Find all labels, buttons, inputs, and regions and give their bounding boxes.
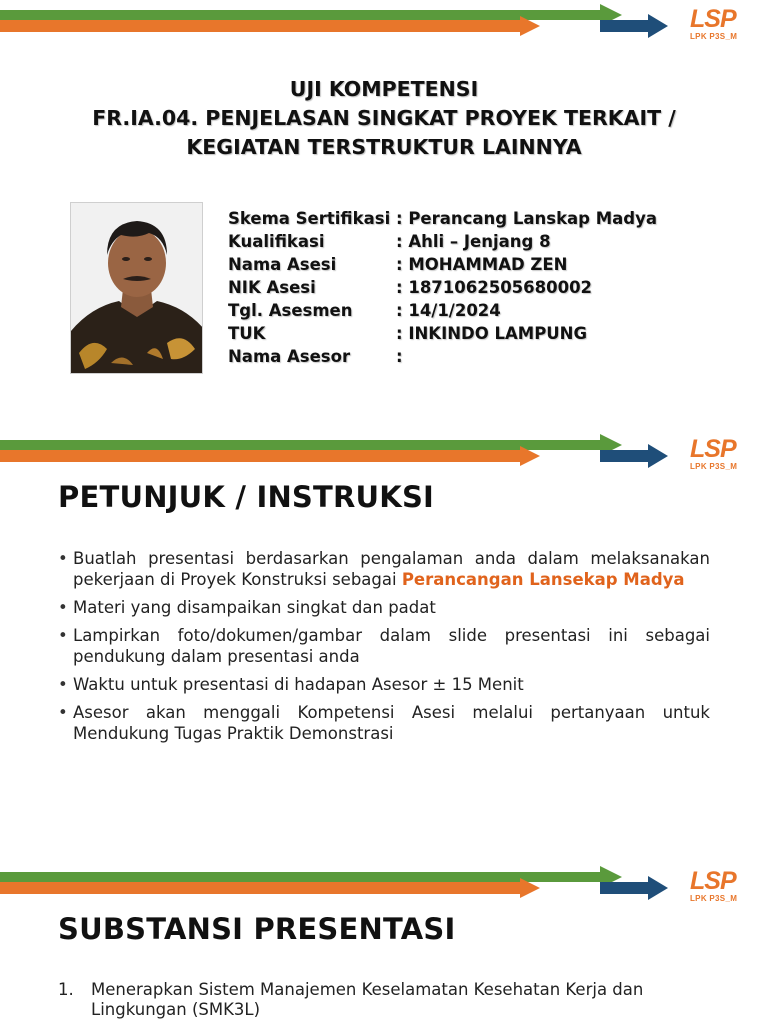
info-label: Nama Asesi — [228, 255, 337, 274]
bullet-text: Buatlah presentasi berdasarkan pengalaman anda dalam melaksanakan pekerjaan di Proyek Konstruksi sebagai — [73, 549, 710, 589]
title-line: FR.IA.04. PENJELASAN SINGKAT PROYEK TERKAIT / — [92, 106, 676, 130]
slide-cover — [0, 0, 768, 420]
info-value: : MOHAMMAD ZEN — [396, 255, 568, 274]
info-row — [228, 322, 657, 345]
info-value: : INKINDO LAMPUNG — [396, 324, 588, 343]
info-row — [228, 276, 657, 299]
item-text: Menerapkan Sistem Manajemen Keselamatan Kesehatan Kerja dan Lingkungan (SMK3L) — [91, 980, 644, 1019]
info-label: Kualifikasi — [228, 232, 325, 251]
highlight-text: Perancangan Lansekap Madya — [401, 570, 685, 589]
info-label: Tgl. Asesmen — [228, 301, 353, 320]
info-value: : 1871062505680002 — [396, 278, 593, 297]
logo-subtitle: LPK P3S_M — [690, 32, 738, 41]
logo-mark: LSP — [690, 867, 736, 895]
info-row — [228, 253, 657, 276]
logo-subtitle: LPK P3S_M — [690, 894, 738, 903]
info-value: : 14/1/2024 — [396, 301, 501, 320]
list-item — [58, 980, 710, 1020]
info-value: : — [396, 347, 403, 366]
info-label: Nama Asesor — [228, 347, 351, 366]
cover-title — [0, 75, 768, 162]
list-item — [58, 548, 710, 590]
instruction-list — [58, 548, 710, 751]
logo-mark: LSP — [690, 5, 736, 33]
info-row — [228, 345, 657, 368]
slide-substance — [0, 862, 768, 1024]
person-portrait-icon — [71, 203, 203, 374]
lsp-logo — [690, 6, 752, 48]
section-title: SUBSTANSI PRESENTASI — [58, 912, 456, 946]
info-value: : Ahli – Jenjang 8 — [396, 232, 551, 251]
title-line: KEGIATAN TERSTRUKTUR LAINNYA — [186, 135, 582, 159]
lsp-logo — [690, 868, 752, 910]
slide-instructions — [0, 430, 768, 840]
lsp-logo — [690, 436, 752, 478]
info-label: Skema Sertifikasi — [228, 209, 391, 228]
info-value: : Perancang Lanskap Madya — [396, 209, 657, 228]
section-title: PETUNJUK / INSTRUKSI — [58, 480, 435, 514]
info-row — [228, 230, 657, 253]
asesi-photo — [70, 202, 203, 374]
logo-subtitle: LPK P3S_M — [690, 462, 738, 471]
info-label: TUK — [228, 324, 266, 343]
header-stripes — [0, 0, 680, 48]
list-item: • Waktu untuk presentasi di hadapan Asesor ± 15 Menit — [58, 674, 710, 695]
info-row — [228, 207, 657, 230]
list-item: • Lampirkan foto/dokumen/gambar dalam slide presentasi ini sebagai pendukung dalam presentasi anda — [58, 625, 710, 667]
item-number: 1. — [58, 980, 74, 999]
header-stripes — [0, 430, 680, 478]
header-stripes — [0, 862, 680, 910]
list-item: • Materi yang disampaikan singkat dan padat — [58, 597, 710, 618]
logo-mark: LSP — [690, 435, 736, 463]
list-item: • Asesor akan menggali Kompetensi Asesi melalui pertanyaan untuk Mendukung Tugas Praktik Demonstrasi — [58, 702, 710, 744]
info-label: NIK Asesi — [228, 278, 316, 297]
asesi-info — [228, 207, 657, 368]
substance-list — [58, 980, 710, 1020]
title-line: UJI KOMPETENSI — [289, 77, 479, 101]
info-row — [228, 299, 657, 322]
